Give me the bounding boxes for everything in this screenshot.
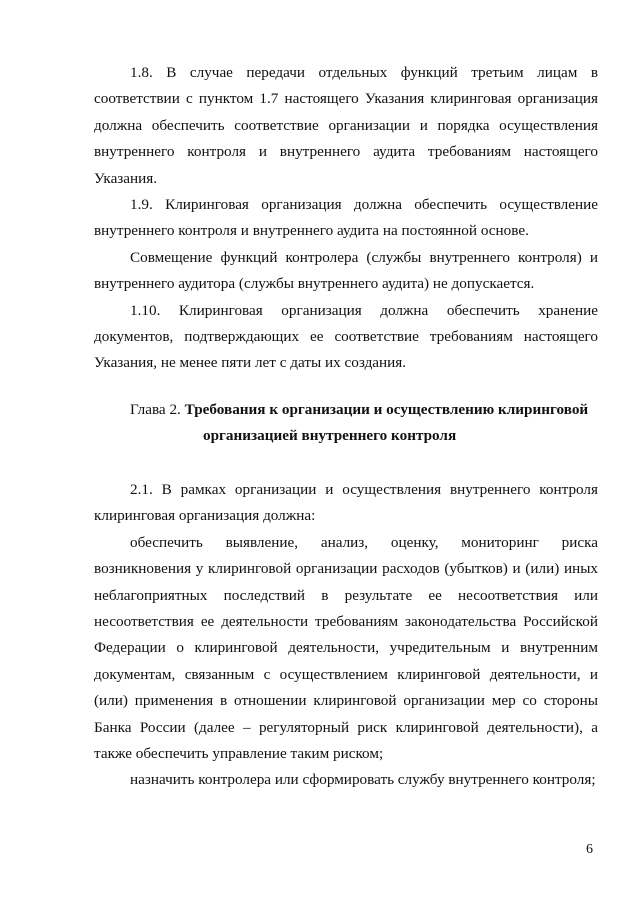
- paragraph-ensure-risk-management: обеспечить выявление, анализ, оценку, мониторинг риска возникновения у клиринговой организации расходов (убытков) и (или) иных неблагоприятных последствий в результате ее несоответствия или несоответствия ее деятельности требованиям законодательства Российской Федерации о клиринговой деятельности, учредительным и внутренним документам, связанным с осуществлением клиринговой деятельности, и (или) применения в отношении клиринговой организации мер со стороны Банка России (далее – регуляторный риск клиринговой деятельности), а также обеспечить управление таким риском;: [94, 533, 598, 763]
- chapter-heading-line-1: [94, 397, 598, 423]
- chapter-title-line-2: организацией внутреннего контроля: [203, 427, 457, 445]
- paragraph-2-1: 2.1. В рамках организации и осуществления внутреннего контроля клиринговая организация должна:: [94, 481, 598, 525]
- paragraph-appoint-controller: назначить контролера или сформировать службу внутреннего контроля;: [130, 771, 596, 789]
- section-2-paragraphs: [94, 477, 598, 794]
- paragraph-combination-prohibited: Совмещение функций контролера (службы внутреннего контроля) и внутреннего аудитора (службы внутреннего аудита) не допускается.: [94, 248, 598, 293]
- chapter-title-line-1: Требования к организации и осуществлению клиринговой: [184, 401, 589, 418]
- paragraph-1-10: 1.10. Клиринговая организация должна обеспечить хранение документов, подтверждающих ее соответствие требованиям настоящего Указания, не менее пяти лет с даты их создания.: [94, 301, 598, 372]
- page-number: 6: [586, 842, 593, 857]
- section-1-paragraphs: [94, 60, 598, 377]
- chapter-prefix: Глава 2.: [130, 401, 185, 418]
- paragraph-1-9: 1.9. Клиринговая организация должна обеспечить осуществление внутреннего контроля и внутреннего аудита на постоянной основе.: [94, 196, 598, 240]
- paragraph-1-8: 1.8. В случае передачи отдельных функций третьим лицам в соответствии с пунктом 1.7 настоящего Указания клиринговая организация должна обеспечить соответствие организации и порядка осуществления внутреннего контроля и внутреннего аудита требованиям настоящего Указания.: [94, 64, 598, 187]
- chapter-2-heading: [94, 397, 598, 450]
